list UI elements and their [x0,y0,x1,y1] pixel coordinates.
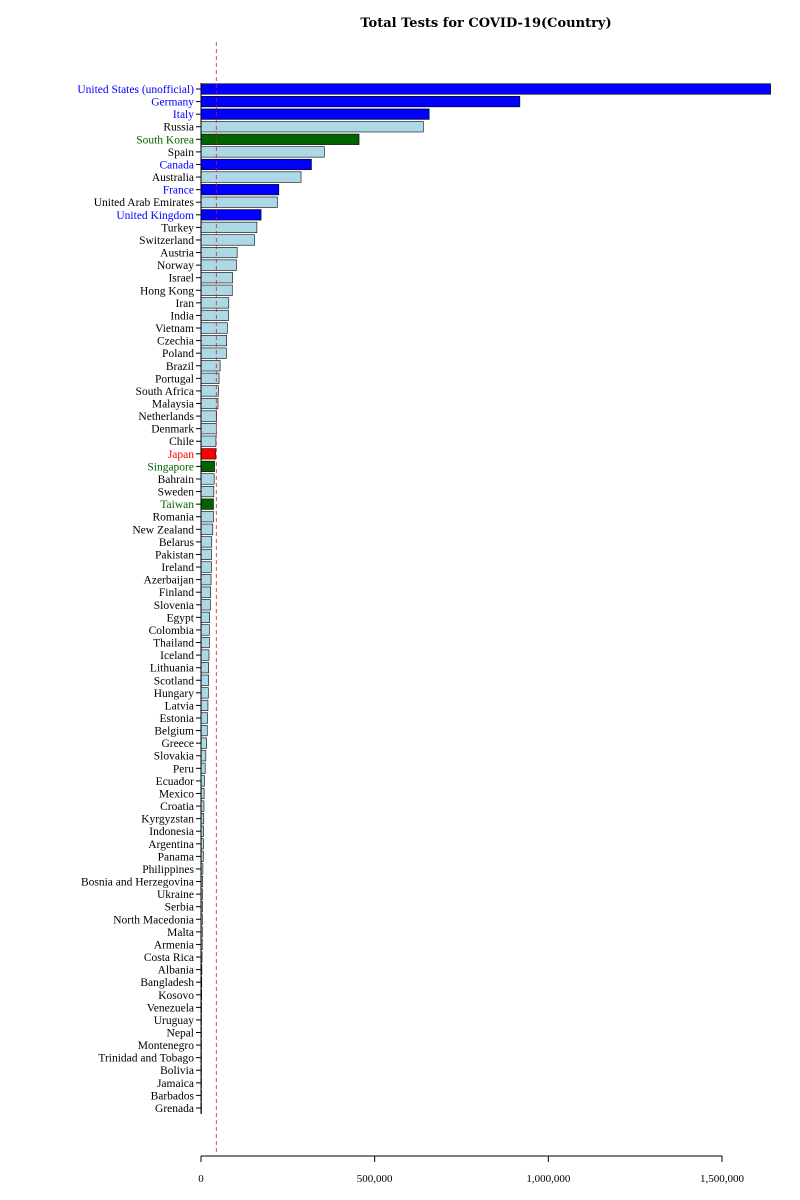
category-label-singapore: Singapore [147,461,194,474]
category-label-pakistan: Pakistan [155,549,194,562]
bar-south-korea [201,134,359,145]
category-label-india: India [170,310,194,323]
x-tick-label: 1,000,000 [526,1173,571,1185]
category-label-slovakia: Slovakia [153,750,194,763]
bar-malaysia [201,398,218,409]
category-label-norway: Norway [156,260,194,273]
bar-scotland [201,675,209,686]
category-label-nepal: Nepal [166,1027,194,1040]
x-axis-ticks [198,1156,744,1185]
bar-turkey [201,222,257,233]
category-label-hungary: Hungary [153,687,194,700]
bar-peru [201,763,205,774]
bar-latvia [201,700,208,711]
bar-hungary [201,688,208,699]
category-label-finland: Finland [158,587,194,600]
bar-germany [201,96,520,107]
bar-new-zealand [201,524,213,535]
category-label-serbia: Serbia [164,901,194,914]
category-label-ireland: Ireland [161,562,194,575]
category-label-canada: Canada [159,159,194,172]
bar-spain [201,147,324,158]
bar-greece [201,738,207,749]
category-label-united-arab-emirates: United Arab Emirates [93,197,194,210]
bar-iceland [201,650,209,661]
category-label-bangladesh: Bangladesh [140,977,194,990]
bar-thailand [201,637,209,648]
category-label-romania: Romania [152,511,194,524]
category-label-uruguay: Uruguay [153,1014,194,1027]
category-label-venezuela: Venezuela [146,1002,194,1015]
bar-denmark [201,423,216,434]
category-label-south-africa: South Africa [135,385,194,398]
category-label-estonia: Estonia [159,713,194,725]
category-label-brazil: Brazil [165,360,194,373]
bar-ecuador [201,776,204,787]
bar-azerbaijan [201,574,211,585]
category-label-israel: Israel [168,272,194,285]
category-label-taiwan: Taiwan [160,499,194,512]
bar-south-africa [201,386,218,397]
category-label-belarus: Belarus [158,536,194,549]
category-label-egypt: Egypt [166,612,194,625]
bar-belarus [201,537,212,548]
category-label-ukraine: Ukraine [156,889,194,902]
category-label-belgium: Belgium [154,725,194,738]
bar-iran [201,298,229,309]
bar-pakistan [201,549,211,560]
category-label-switzerland: Switzerland [139,234,194,247]
category-label-panama: Panama [157,851,194,864]
bar-brazil [201,361,220,372]
category-label-sweden: Sweden [157,486,194,499]
bar-egypt [201,612,210,623]
category-label-azerbaijan: Azerbaijan [143,574,194,587]
category-label-hong-kong: Hong Kong [140,285,194,298]
category-label-peru: Peru [172,763,194,776]
category-label-slovenia: Slovenia [153,599,194,612]
category-label-philippines: Philippines [142,863,194,876]
bar-taiwan [201,499,214,510]
category-label-ecuador: Ecuador [155,775,194,788]
category-label-bolivia: Bolivia [160,1065,194,1078]
category-label-poland: Poland [162,348,194,361]
category-label-kyrgyzstan: Kyrgyzstan [141,813,194,826]
bar-norway [201,260,236,271]
category-label-spain: Spain [167,146,194,159]
chart-title: Total Tests for COVID-19(Country) [360,16,612,31]
bar-united-kingdom [201,210,261,221]
category-label-latvia: Latvia [164,700,194,713]
category-label-croatia: Croatia [160,801,194,814]
category-label-trinidad-and-tobago: Trinidad and Tobago [98,1052,194,1065]
category-label-austria: Austria [160,247,194,260]
category-label-japan: Japan [167,448,194,461]
bar-netherlands [201,411,217,422]
category-label-united-states-unofficial: United States (unofficial) [77,84,194,96]
category-label-czechia: Czechia [156,335,194,348]
category-label-bosnia-and-herzegovina: Bosnia and Herzegovina [80,876,194,889]
category-label-turkey: Turkey [161,222,194,235]
category-label-montenegro: Montenegro [137,1040,194,1053]
x-tick-label: 500,000 [356,1173,393,1185]
bar-israel [201,272,233,283]
bar-bahrain [201,474,214,485]
category-label-jamaica: Jamaica [156,1077,194,1090]
category-label-mexico: Mexico [158,788,194,801]
category-labels [77,84,201,1115]
bar-estonia [201,713,208,724]
category-label-portugal: Portugal [155,373,194,386]
category-label-thailand: Thailand [153,637,194,650]
bar-united-arab-emirates [201,197,277,208]
category-label-malaysia: Malaysia [151,398,194,411]
category-label-new-zealand: New Zealand [132,524,194,537]
bar-vietnam [201,323,227,334]
category-label-denmark: Denmark [151,423,194,436]
bar-slovakia [201,750,206,761]
category-label-scotland: Scotland [153,675,194,688]
bar-united-states-unofficial [201,84,771,95]
category-label-germany: Germany [151,96,194,109]
category-label-barbados: Barbados [150,1090,194,1103]
bar-belgium [201,725,207,736]
category-label-italy: Italy [172,109,194,122]
bar-india [201,310,228,321]
bar-singapore [201,461,215,472]
category-label-grenada: Grenada [155,1102,194,1115]
bars-layer [201,84,771,1113]
category-label-north-macedonia: North Macedonia [113,914,194,927]
category-label-colombia: Colombia [148,624,194,637]
category-label-argentina: Argentina [148,838,194,851]
bar-colombia [201,625,209,636]
category-label-vietnam: Vietnam [155,323,194,336]
bar-chile [201,436,216,447]
bar-italy [201,109,429,120]
bar-switzerland [201,235,254,246]
x-tick-label: 1,500,000 [700,1173,744,1185]
category-label-albania: Albania [157,964,194,977]
bar-lithuania [201,662,209,673]
bar-sweden [201,486,214,497]
category-label-france: France [162,184,194,197]
category-label-kosovo: Kosovo [158,989,194,1002]
category-label-armenia: Armenia [153,939,194,952]
bar-romania [201,511,214,521]
category-label-russia: Russia [163,121,194,134]
category-label-greece: Greece [161,738,194,751]
category-label-united-kingdom: United Kingdom [116,209,194,222]
category-label-iceland: Iceland [160,650,194,663]
category-label-bahrain: Bahrain [157,473,194,486]
bar-austria [201,247,237,257]
category-label-malta: Malta [167,926,194,939]
bar-czechia [201,335,227,346]
category-label-costa-rica: Costa Rica [143,952,194,965]
bar-slovenia [201,600,210,611]
bar-ireland [201,562,211,573]
bar-russia [201,121,423,131]
category-label-chile: Chile [169,436,194,449]
x-tick-label: 0 [198,1173,204,1185]
bar-poland [201,348,226,359]
bar-france [201,184,279,195]
category-label-lithuania: Lithuania [149,662,194,675]
bar-japan [201,449,216,460]
category-label-netherlands: Netherlands [138,411,194,424]
bar-canada [201,159,311,170]
category-label-australia: Australia [151,172,194,185]
category-label-indonesia: Indonesia [149,826,194,839]
bar-finland [201,587,211,598]
category-label-iran: Iran [175,297,194,310]
category-label-south-korea: South Korea [136,134,194,147]
